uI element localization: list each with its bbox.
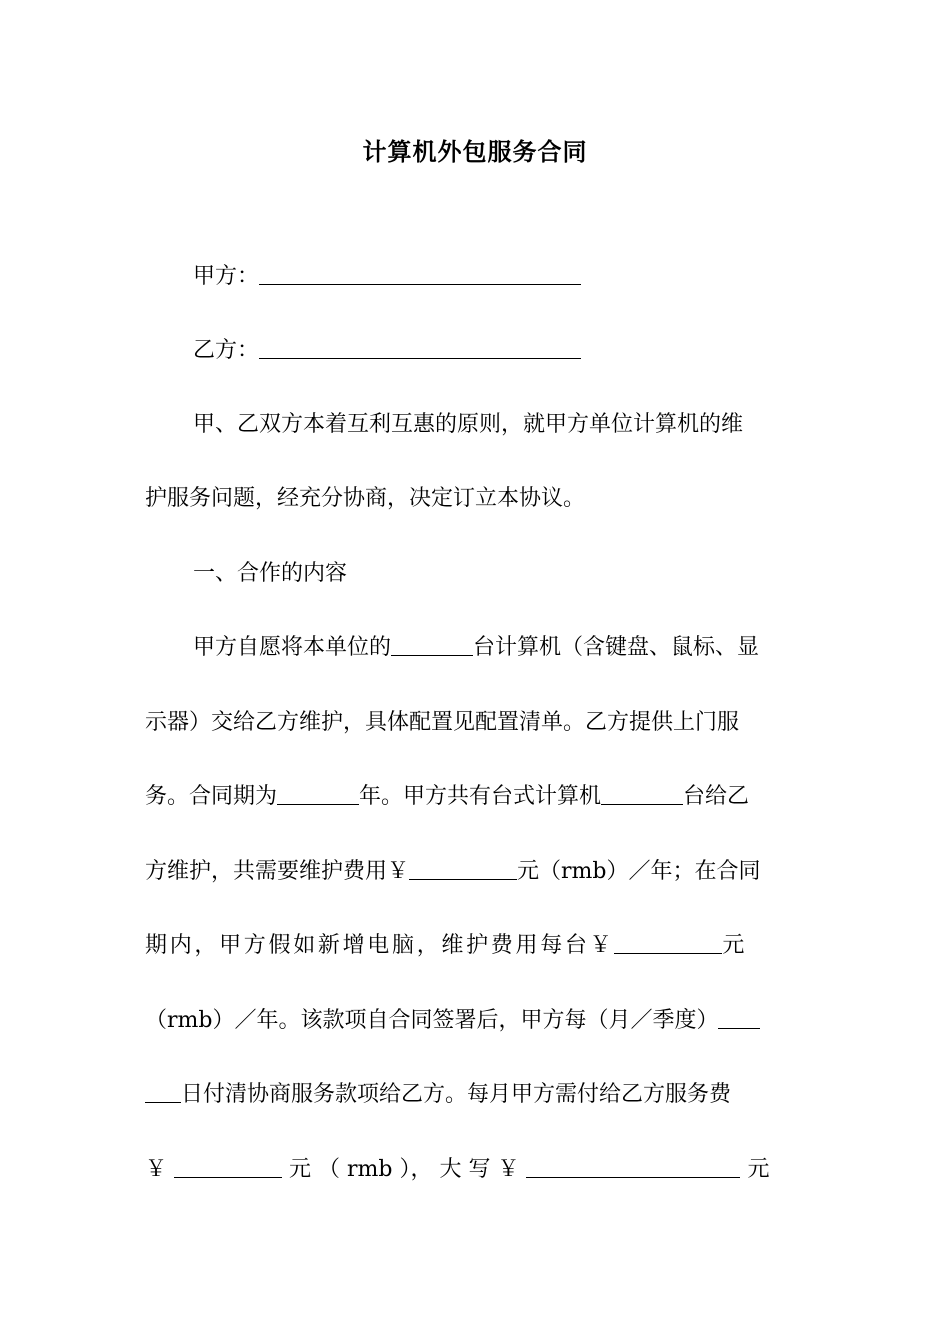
payment-day-blank-part2[interactable]	[145, 1080, 181, 1103]
section1-line-1	[193, 633, 805, 663]
section1-line-5	[145, 931, 805, 961]
party-b-line	[193, 336, 805, 366]
intro-line-1: 甲、乙双方本着互利互惠的原则，就甲方单位计算机的维	[193, 412, 744, 437]
section1-text: 台给乙	[683, 784, 750, 809]
party-a-blank[interactable]	[259, 262, 581, 285]
section1-text: 年。甲方共有台式计算机	[359, 784, 602, 809]
section1-text: 方维护，共需要维护费用￥	[145, 859, 410, 884]
section1-line-6	[145, 1006, 805, 1036]
section1-text: 甲方自愿将本单位的	[193, 635, 392, 660]
monthly-fee-blank[interactable]	[174, 1155, 282, 1178]
section1-text: 日付清协商服务款项给乙方。每月甲方需付给乙方服务费	[181, 1082, 732, 1107]
section1-text: 元	[722, 933, 745, 958]
per-unit-fee-blank[interactable]	[614, 931, 722, 954]
section1-line-8	[145, 1155, 805, 1185]
monthly-fee-capital-blank[interactable]	[526, 1155, 740, 1178]
section1-text: 元	[747, 1157, 770, 1182]
section1-line-2: 示器）交给乙方维护，具体配置见配置清单。乙方提供上门服	[145, 710, 740, 735]
section1-text: 元 （ rmb ）， 大 写 ￥	[289, 1157, 520, 1182]
party-b-blank[interactable]	[259, 336, 581, 359]
section1-text: 期内，甲方假如新增电脑，维护费用每台￥	[145, 933, 615, 958]
party-b-label: 乙方：	[193, 338, 260, 363]
intro-line-2: 护服务问题，经充分协商，决定订立本协议。	[145, 486, 586, 511]
contract-years-blank[interactable]	[277, 782, 359, 805]
section1-line-4	[145, 857, 805, 887]
party-a-line	[193, 262, 805, 292]
section1-text: （rmb）／年。该款项自合同签署后，甲方每（月／季度）	[145, 1008, 719, 1033]
section1-line-3	[145, 782, 805, 812]
computer-count-blank[interactable]	[391, 633, 473, 656]
payment-day-blank-part1[interactable]	[718, 1006, 760, 1029]
section1-heading: 一、合作的内容	[193, 561, 348, 586]
party-a-label: 甲方：	[193, 264, 260, 289]
total-fee-blank[interactable]	[409, 857, 517, 880]
document-title: 计算机外包服务合同	[362, 137, 588, 166]
section1-text: ￥	[145, 1157, 168, 1182]
desktop-count-blank[interactable]	[601, 782, 683, 805]
section1-text: 务。合同期为	[145, 784, 278, 809]
section1-text: 元（rmb）／年；在合同	[517, 859, 761, 884]
section1-line-7	[145, 1080, 805, 1110]
section1-text: 台计算机（含键盘、鼠标、显	[473, 635, 760, 660]
